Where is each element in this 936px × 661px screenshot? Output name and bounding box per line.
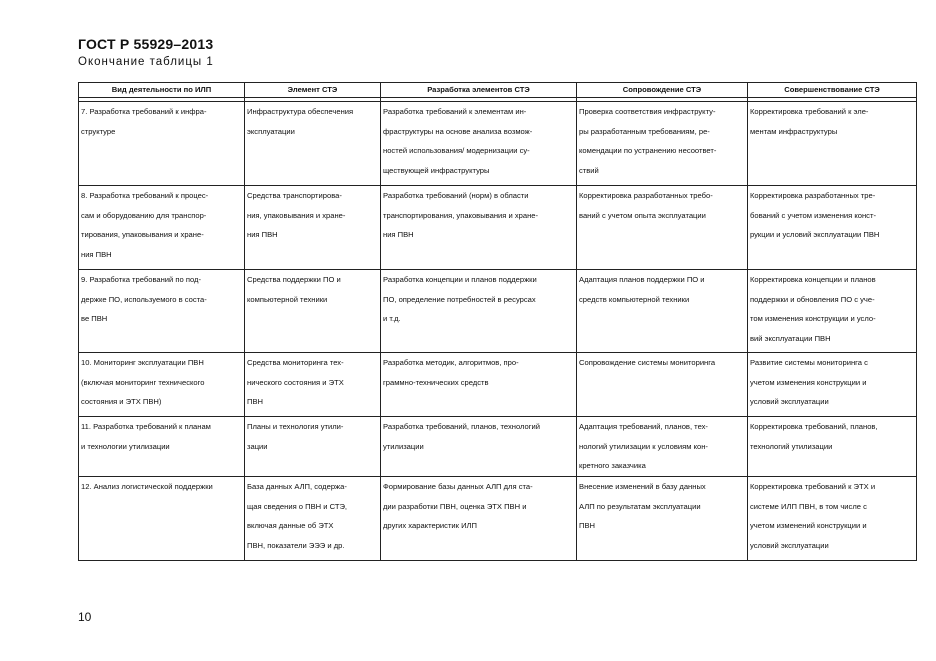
table-cell: 9. Разработка требований по под- держке ПО, используемого в соста- ве ПВН: [79, 270, 245, 353]
table-cell: Инфраструктура обеспечения эксплуатации: [245, 102, 381, 186]
table-cell: Развитие системы мониторинга с учетом изменения конструкции и условий эксплуатации: [748, 353, 917, 417]
table-cell: Проверка соответствия инфраструкту- ры разработанным требованиям, ре- комендации по устранению несоответ- ствий: [577, 102, 748, 186]
table-row: [79, 417, 917, 477]
table-row: [79, 186, 917, 270]
table-header-row: [79, 83, 917, 98]
table-cell: Сопровождение системы мониторинга: [577, 353, 748, 417]
table-cell: Корректировка требований к ЭТХ и системе ИЛП ПВН, в том числе с учетом изменений конструкции и условий эксплуатации: [748, 477, 917, 561]
table-cell: Средства поддержки ПО и компьютерной техники: [245, 270, 381, 353]
table-cell: Корректировка концепции и планов поддержки и обновления ПО с уче- том изменения конструкции и усло- вий эксплуатации ПВН: [748, 270, 917, 353]
table-cell: Адаптация требований, планов, тех- нологий утилизации к условиям кон- кретного заказчика: [577, 417, 748, 477]
column-header: Вид деятельности по ИЛП: [79, 83, 245, 98]
column-header: Совершенствование СТЭ: [748, 83, 917, 98]
table-cell: Корректировка разработанных требо- ваний с учетом опыта эксплуатации: [577, 186, 748, 270]
column-header: Разработка элементов СТЭ: [381, 83, 577, 98]
table-cell: Корректировка требований к эле- ментам инфраструктуры: [748, 102, 917, 186]
column-header: Сопровождение СТЭ: [577, 83, 748, 98]
table-cell: Формирование базы данных АЛП для ста- дии разработки ПВН, оценка ЭТХ ПВН и других характеристик ИЛП: [381, 477, 577, 561]
table-cell: 12. Анализ логистической поддержки: [79, 477, 245, 561]
page-number: 10: [78, 610, 92, 624]
table-cell: 8. Разработка требований к процес- сам и оборудованию для транспор- тирования, упаковывания и хране- ния ПВН: [79, 186, 245, 270]
table-cell: 11. Разработка требований к планам и технологии утилизации: [79, 417, 245, 477]
table-cell: 7. Разработка требований к инфра- структуре: [79, 102, 245, 186]
table-caption: Окончание таблицы 1: [78, 56, 214, 68]
table-cell: Корректировка разработанных тре- бований с учетом изменения конст- рукции и условий эксплуатации ПВН: [748, 186, 917, 270]
table-row: [79, 477, 917, 561]
table-row: [79, 102, 917, 186]
table-cell: База данных АЛП, содержа- щая сведения о ПВН и СТЭ, включая данные об ЭТХ ПВН, показатели ЭЭЭ и др.: [245, 477, 381, 561]
column-header: Элемент СТЭ: [245, 83, 381, 98]
data-table: [78, 82, 917, 561]
table-cell: Корректировка требований, планов, технологий утилизации: [748, 417, 917, 477]
table-cell: Внесение изменений в базу данных АЛП по результатам эксплуатации ПВН: [577, 477, 748, 561]
table-cell: 10. Мониторинг эксплуатации ПВН (включая мониторинг технического состояния и ЭТХ ПВН): [79, 353, 245, 417]
table-cell: Средства мониторинга тех- нического состояния и ЭТХ ПВН: [245, 353, 381, 417]
table-cell: Адаптация планов поддержки ПО и средств компьютерной техники: [577, 270, 748, 353]
table-cell: Разработка концепции и планов поддержки ПО, определение потребностей в ресурсах и т.д.: [381, 270, 577, 353]
document-title: ГОСТ Р 55929–2013: [78, 36, 214, 52]
table-row: [79, 270, 917, 353]
table-cell: Средства транспортирова- ния, упаковывания и хране- ния ПВН: [245, 186, 381, 270]
table-cell: Разработка методик, алгоритмов, про- граммно-технических средств: [381, 353, 577, 417]
table-cell: Разработка требований к элементам ин- фраструктуры на основе анализа возмож- ностей использования/ модернизации су- ществующей инфраструктуры: [381, 102, 577, 186]
table-row: [79, 353, 917, 417]
table-cell: Планы и технология утили- зации: [245, 417, 381, 477]
table-cell: Разработка требований (норм) в области транспортирования, упаковывания и хране- ния ПВН: [381, 186, 577, 270]
table-cell: Разработка требований, планов, технологий утилизации: [381, 417, 577, 477]
